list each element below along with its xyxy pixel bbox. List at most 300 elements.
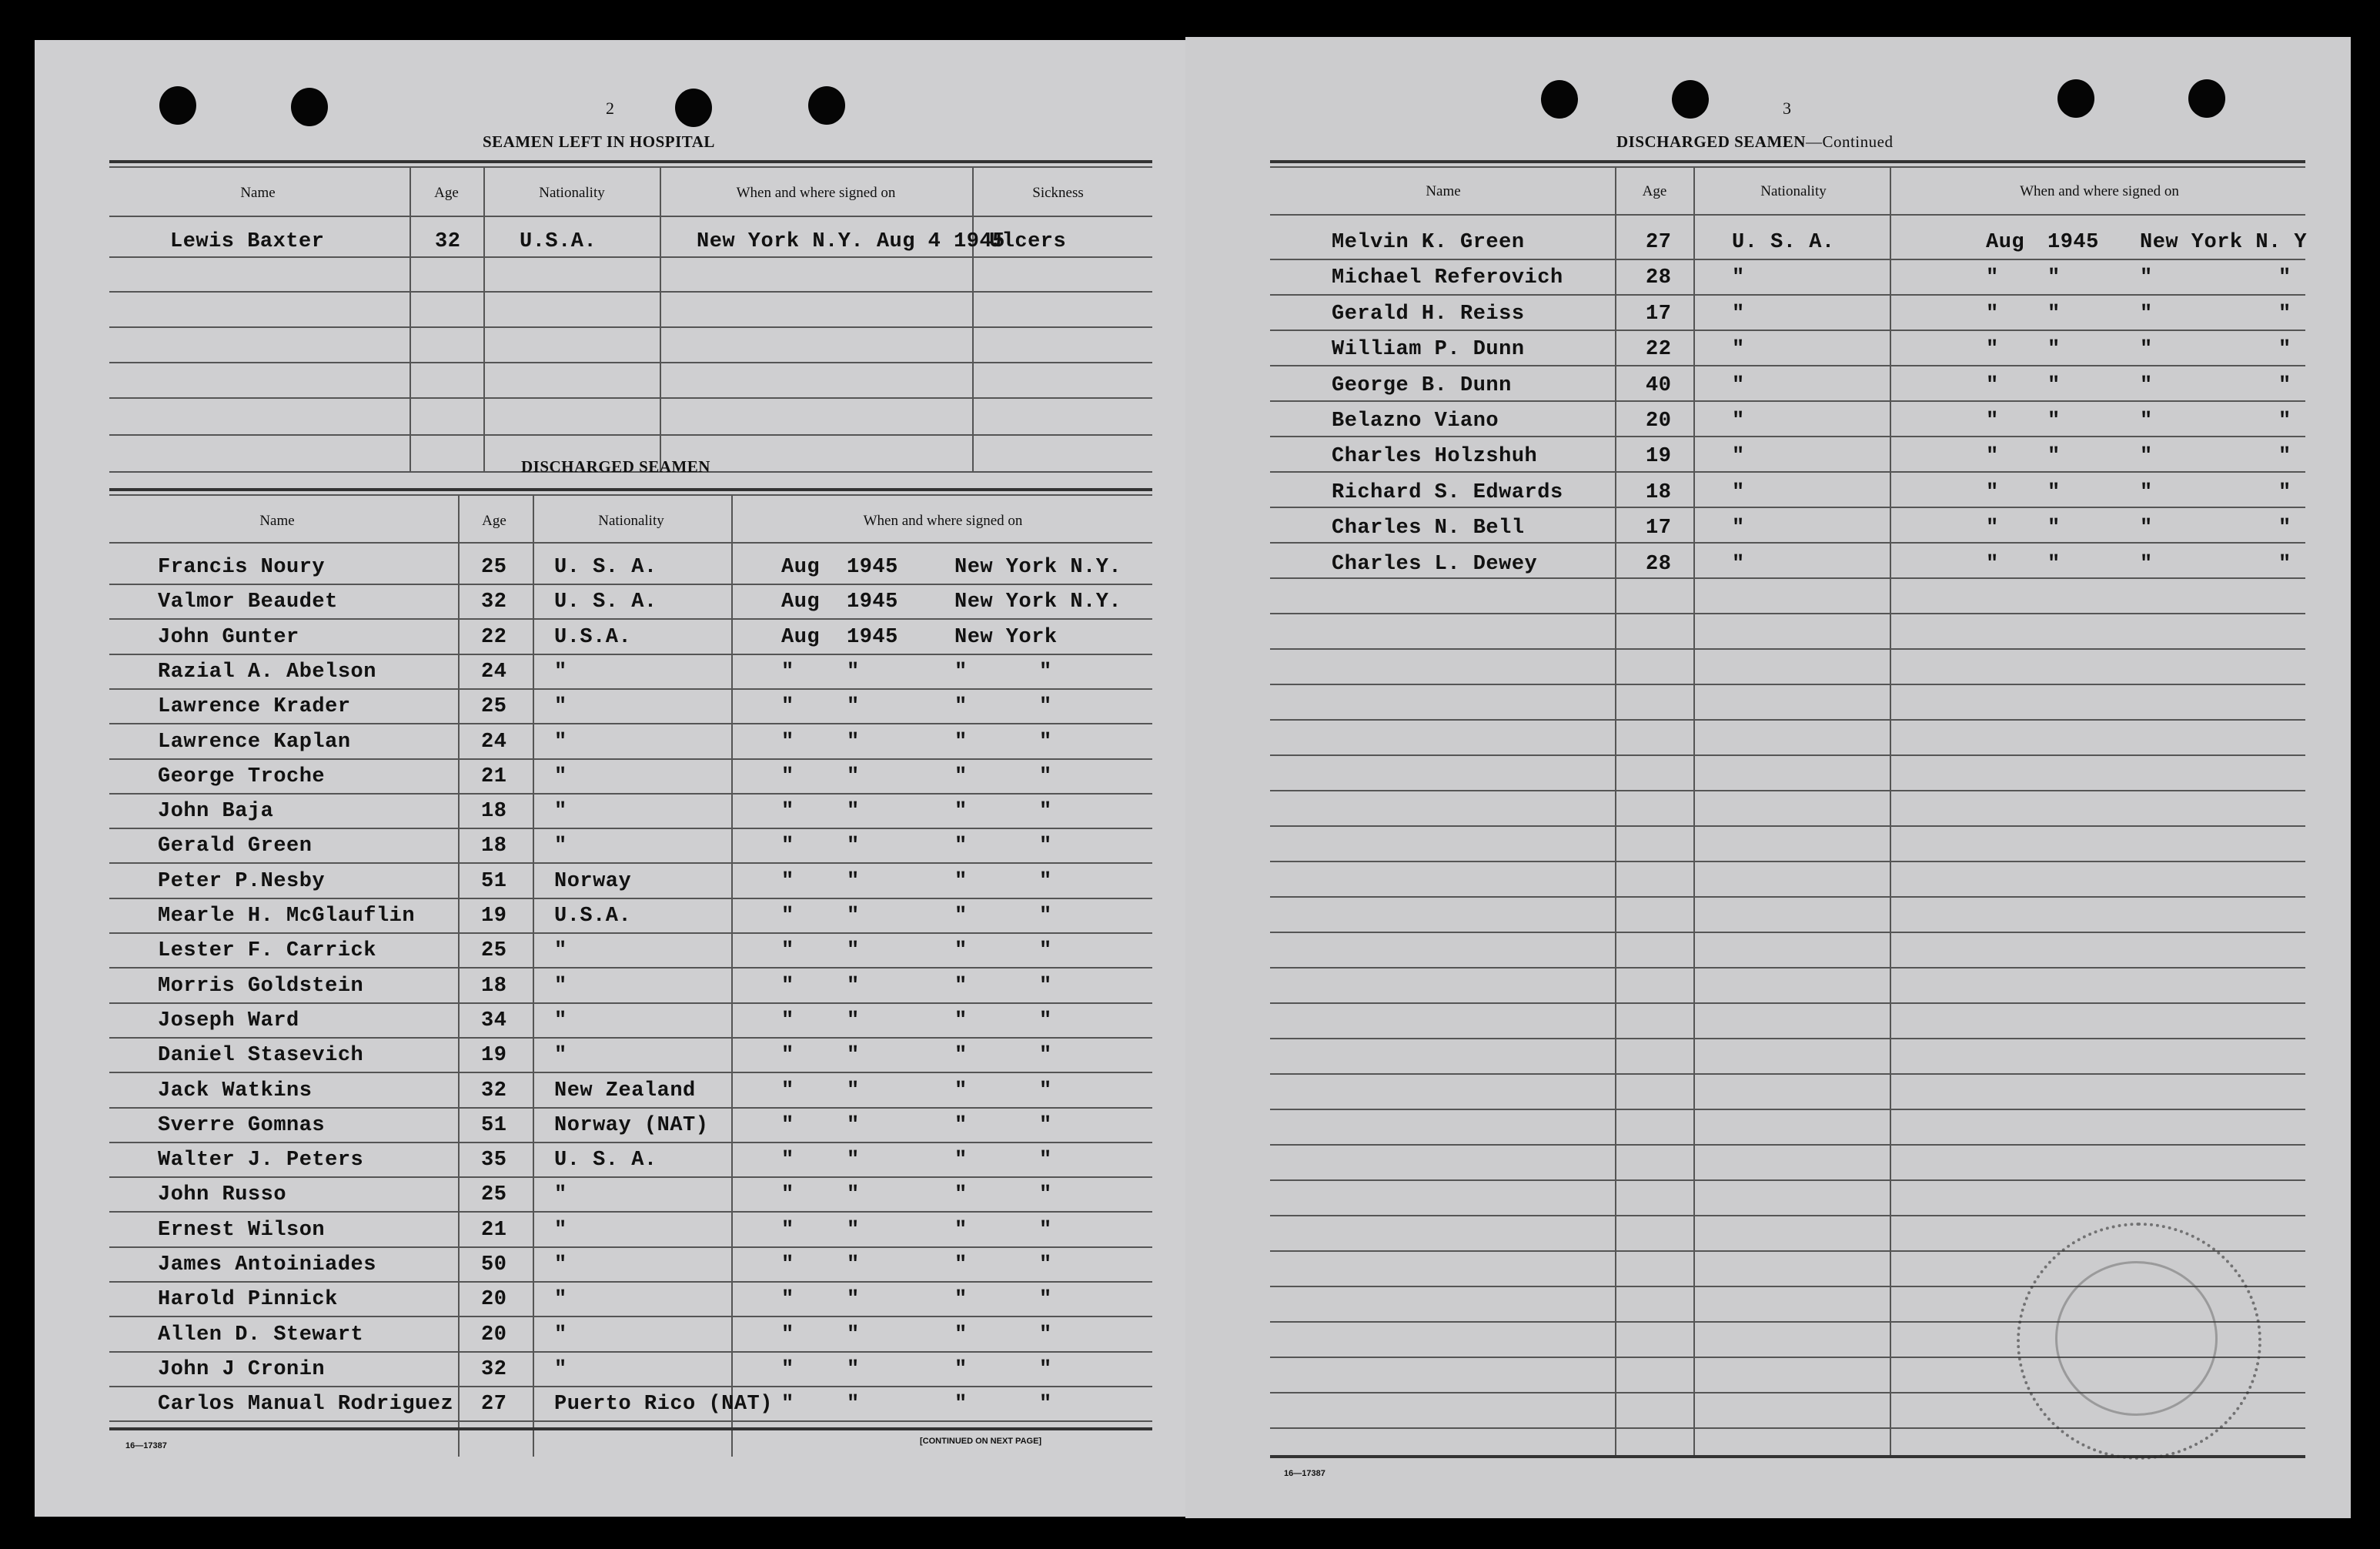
discharged-age: 20 (481, 1288, 507, 1311)
right-page (1185, 37, 2351, 1518)
signed-on-year: " (847, 1114, 860, 1137)
discharged-nationality: " (1732, 481, 1745, 504)
signed-on-ditto: " (1039, 1183, 1052, 1206)
row-rule (109, 1386, 1152, 1387)
signed-on-month: " (781, 1358, 794, 1381)
row-rule (1270, 330, 2305, 331)
signed-on-year: " (847, 1393, 860, 1416)
signed-on-ditto: " (2278, 445, 2291, 468)
signed-on-year: " (2047, 517, 2061, 540)
row-rule (109, 758, 1152, 760)
discharged-nationality: U. S. A. (554, 1149, 657, 1172)
signed-on-month: Aug (1986, 231, 2025, 254)
discharged-age: 24 (481, 661, 507, 684)
signed-on-month: " (1986, 517, 1999, 540)
signed-on-place: " (954, 731, 968, 754)
page-number: 2 (606, 99, 614, 118)
discharged-nationality: " (1732, 266, 1745, 289)
discharged-age: 32 (481, 590, 507, 614)
signed-on-year: " (847, 1219, 860, 1242)
discharged-name: Walter J. Peters (158, 1149, 364, 1172)
signed-on-month: " (1986, 445, 1999, 468)
signed-on-month: " (781, 1044, 794, 1067)
discharged-name: Charles L. Dewey (1332, 553, 1538, 576)
discharged-nationality: " (554, 939, 567, 962)
signed-on-ditto: " (2278, 374, 2291, 397)
section-title-suffix: —Continued (1805, 132, 1894, 151)
discharged-age: 20 (481, 1323, 507, 1347)
discharged-name: George B. Dunn (1332, 374, 1512, 397)
discharged-age: 32 (481, 1079, 507, 1102)
discharged-age: 51 (481, 870, 507, 893)
hospital-row-signed-on: New York N.Y. Aug 4 1945 (697, 230, 1005, 253)
col-age: Age (1642, 183, 1667, 199)
signed-on-year: " (2047, 303, 2061, 326)
discharged-nationality: U. S. A. (554, 590, 657, 614)
signed-on-place: " (954, 661, 968, 684)
signed-on-year: " (847, 661, 860, 684)
discharged-name: William P. Dunn (1332, 338, 1525, 361)
left-page (35, 40, 1185, 1517)
discharged-nationality: " (554, 695, 567, 718)
row-rule (1270, 1144, 2305, 1146)
signed-on-place: " (954, 1114, 968, 1137)
signed-on-year: 1945 (847, 626, 898, 649)
discharged-age: 24 (481, 731, 507, 754)
row-rule (1270, 577, 2305, 579)
signed-on-ditto: " (1039, 1219, 1052, 1242)
binder-hole (675, 89, 712, 127)
signed-on-month: Aug (781, 556, 821, 579)
signed-on-place: " (954, 1009, 968, 1032)
signed-on-place: " (954, 765, 968, 788)
discharged-age: 28 (1646, 553, 1672, 576)
signed-on-month: " (1986, 338, 1999, 361)
signed-on-ditto: " (1039, 870, 1052, 893)
signed-on-place: " (2140, 553, 2153, 576)
hospital-row-sickness: Ulcers (989, 230, 1067, 253)
signed-on-month: Aug (781, 590, 821, 614)
signed-on-place: " (954, 1358, 968, 1381)
binder-hole (2057, 79, 2094, 118)
col-sickness: Sickness (1032, 185, 1084, 201)
signed-on-year: " (847, 1183, 860, 1206)
signed-on-month: Aug (781, 626, 821, 649)
discharged-name: Valmor Beaudet (158, 590, 338, 614)
col-name: Name (240, 185, 276, 201)
row-rule (109, 584, 1152, 585)
signed-on-ditto: " (2278, 517, 2291, 540)
discharged-name: Allen D. Stewart (158, 1323, 364, 1347)
signed-on-place: " (954, 905, 968, 928)
col-age: Age (434, 185, 459, 201)
discharged-nationality: U.S.A. (554, 626, 632, 649)
signed-on-ditto: " (1039, 800, 1052, 823)
row-rule (1270, 1073, 2305, 1075)
discharged-nationality: " (554, 1358, 567, 1381)
signed-on-year: " (2047, 481, 2061, 504)
signed-on-ditto: " (1039, 695, 1052, 718)
discharged-nationality: " (554, 661, 567, 684)
discharged-name: Gerald H. Reiss (1332, 303, 1525, 326)
discharged-nationality: Norway (NAT) (554, 1114, 709, 1137)
signed-on-month: " (781, 1393, 794, 1416)
discharged-name: Lester F. Carrick (158, 939, 376, 962)
discharged-age: 28 (1646, 266, 1672, 289)
signed-on-month: " (781, 1253, 794, 1276)
row-rule (1270, 259, 2305, 260)
signed-on-year: " (847, 731, 860, 754)
discharged-age: 25 (481, 1183, 507, 1206)
signed-on-place: " (954, 975, 968, 998)
discharged-nationality: " (554, 765, 567, 788)
signed-on-month: " (781, 1219, 794, 1242)
row-rule (109, 1420, 1152, 1422)
row-rule (109, 1142, 1152, 1143)
discharged-nationality: " (554, 1323, 567, 1347)
discharged-nationality: " (1732, 374, 1745, 397)
signed-on-month: " (1986, 410, 1999, 433)
signed-on-month: " (781, 1079, 794, 1102)
binder-hole (291, 88, 328, 126)
signed-on-place: " (954, 835, 968, 858)
signed-on-ditto: " (1039, 975, 1052, 998)
discharged-age: 25 (481, 939, 507, 962)
signed-on-ditto: " (2278, 266, 2291, 289)
signed-on-place: " (954, 800, 968, 823)
signed-on-year: " (847, 800, 860, 823)
signed-on-year: " (847, 835, 860, 858)
signed-on-year: " (2047, 374, 2061, 397)
discharged-nationality: " (554, 800, 567, 823)
discharged-age: 18 (481, 835, 507, 858)
binder-hole (1672, 80, 1709, 119)
signed-on-month: " (781, 1323, 794, 1347)
signed-on-year: " (847, 1288, 860, 1311)
discharged-age: 19 (481, 1044, 507, 1067)
signed-on-ditto: " (1039, 1114, 1052, 1137)
signed-on-place: " (2140, 517, 2153, 540)
row-rule (109, 1351, 1152, 1353)
row-rule (1270, 542, 2305, 544)
signed-on-year: " (847, 1009, 860, 1032)
discharged-nationality: " (554, 975, 567, 998)
row-rule (1270, 1002, 2305, 1004)
signed-on-ditto: " (1039, 1393, 1052, 1416)
signed-on-ditto: " (1039, 731, 1052, 754)
row-rule (109, 793, 1152, 795)
signed-on-place: " (2140, 338, 2153, 361)
discharged-nationality: " (554, 1219, 567, 1242)
signed-on-year: " (2047, 445, 2061, 468)
section-title (1616, 132, 1893, 152)
signed-on-month: " (781, 800, 794, 823)
signed-on-month: " (781, 905, 794, 928)
form-number: 16—17387 (125, 1441, 167, 1450)
discharged-name: Francis Noury (158, 556, 326, 579)
discharged-age: 27 (481, 1393, 507, 1416)
signed-on-month: " (781, 765, 794, 788)
page-number: 3 (1783, 99, 1791, 118)
discharged-age: 18 (481, 800, 507, 823)
signed-on-year: " (847, 975, 860, 998)
row-rule (109, 723, 1152, 724)
row-rule (1270, 365, 2305, 366)
signed-on-year: 1945 (847, 590, 898, 614)
row-rule (1270, 400, 2305, 402)
discharged-nationality: " (554, 1183, 567, 1206)
discharged-name: John Russo (158, 1183, 287, 1206)
signed-on-month: " (1986, 481, 1999, 504)
signed-on-place: " (2140, 266, 2153, 289)
row-rule (1270, 1215, 2305, 1216)
discharged-nationality: U. S. A. (554, 556, 657, 579)
discharged-age: 18 (1646, 481, 1672, 504)
discharged-name: John Gunter (158, 626, 299, 649)
signed-on-ditto: " (1039, 939, 1052, 962)
signed-on-place: " (2140, 445, 2153, 468)
row-rule (1270, 1038, 2305, 1039)
row-rule (1270, 436, 2305, 437)
discharged-name: Jack Watkins (158, 1079, 313, 1102)
discharged-age: 20 (1646, 410, 1672, 433)
signed-on-ditto: " (1039, 765, 1052, 788)
discharged-name: James Antoiniades (158, 1253, 376, 1276)
col-name: Name (1426, 183, 1461, 199)
discharged-name: Daniel Stasevich (158, 1044, 364, 1067)
discharged-name: Joseph Ward (158, 1009, 299, 1032)
discharged-name: Lawrence Krader (158, 695, 351, 718)
discharged-nationality: " (554, 731, 567, 754)
row-rule (1270, 825, 2305, 827)
hospital-row-nationality: U.S.A. (520, 230, 597, 253)
discharged-age: 25 (481, 556, 507, 579)
discharged-nationality: " (554, 1009, 567, 1032)
binder-hole (159, 86, 196, 125)
discharged-name: Belazno Viano (1332, 410, 1499, 433)
signed-on-place: " (954, 1288, 968, 1311)
row-rule (109, 1107, 1152, 1109)
discharged-nationality: " (1732, 517, 1745, 540)
row-rule (109, 1176, 1152, 1178)
discharged-nationality: " (1732, 445, 1745, 468)
discharged-name: Lawrence Kaplan (158, 731, 351, 754)
col-signed-on: When and where signed on (863, 513, 1023, 529)
signed-on-month: " (781, 1149, 794, 1172)
signed-on-place: " (954, 1044, 968, 1067)
col-signed-on: When and where signed on (736, 185, 896, 201)
signed-on-place: " (954, 1393, 968, 1416)
discharged-age: 18 (481, 975, 507, 998)
hospital-row-name: Lewis Baxter (170, 230, 325, 253)
col-signed-on: When and where signed on (2020, 183, 2179, 199)
row-rule (1270, 294, 2305, 296)
signed-on-place: " (954, 1079, 968, 1102)
signed-on-year: " (847, 939, 860, 962)
signed-on-ditto: " (2278, 338, 2291, 361)
continued-note: [CONTINUED ON NEXT PAGE] (920, 1437, 1042, 1446)
row-rule (109, 1281, 1152, 1283)
signed-on-ditto: " (1039, 1288, 1052, 1311)
signed-on-ditto: " (1039, 1044, 1052, 1067)
row-rule (109, 967, 1152, 969)
signed-on-place: New York N.Y. (954, 556, 1122, 579)
discharged-age: 34 (481, 1009, 507, 1032)
signed-on-month: " (781, 975, 794, 998)
signed-on-year: " (847, 1044, 860, 1067)
signed-on-month: " (1986, 303, 1999, 326)
row-rule (109, 932, 1152, 934)
signed-on-year: " (847, 1149, 860, 1172)
signed-on-year: " (847, 1079, 860, 1102)
signed-on-ditto: " (1039, 1323, 1052, 1347)
signed-on-place: " (954, 1149, 968, 1172)
row-rule (109, 1072, 1152, 1073)
row-rule (1270, 507, 2305, 508)
discharged-nationality: Norway (554, 870, 632, 893)
signed-on-month: " (781, 835, 794, 858)
discharged-age: 50 (481, 1253, 507, 1276)
row-rule (109, 654, 1152, 655)
signed-on-place: New York (954, 626, 1058, 649)
signed-on-place: New York N.Y. (954, 590, 1122, 614)
col-name: Name (259, 513, 295, 529)
row-rule (109, 1316, 1152, 1317)
signed-on-ditto: " (2278, 303, 2291, 326)
discharged-age: 17 (1646, 303, 1672, 326)
col-age: Age (482, 513, 506, 529)
discharged-nationality: " (1732, 410, 1745, 433)
signed-on-ditto: " (1039, 1358, 1052, 1381)
discharged-name: Peter P.Nesby (158, 870, 326, 893)
signed-on-place: " (2140, 374, 2153, 397)
discharged-name: Sverre Gomnas (158, 1114, 326, 1137)
signed-on-year: " (847, 870, 860, 893)
row-rule (1270, 932, 2305, 933)
discharged-age: 19 (481, 905, 507, 928)
col-nationality: Nationality (598, 513, 664, 529)
signed-on-place: " (954, 1219, 968, 1242)
signed-on-ditto: " (1039, 835, 1052, 858)
hospital-row-age: 32 (435, 230, 461, 253)
signed-on-ditto: " (1039, 1253, 1052, 1276)
discharged-name: George Troche (158, 765, 326, 788)
row-rule (109, 1002, 1152, 1004)
row-rule (109, 618, 1152, 620)
row-rule (109, 688, 1152, 690)
col-nationality: Nationality (1760, 183, 1827, 199)
row-rule (109, 1037, 1152, 1039)
discharged-age: 22 (1646, 338, 1672, 361)
signed-on-month: " (781, 661, 794, 684)
row-rule (1270, 754, 2305, 756)
row-rule (1270, 861, 2305, 862)
discharged-name: Mearle H. McGlauflin (158, 905, 416, 928)
signed-on-year: 1945 (2047, 231, 2099, 254)
discharged-age: 51 (481, 1114, 507, 1137)
signed-on-ditto: " (2278, 553, 2291, 576)
signed-on-year: 1945 (847, 556, 898, 579)
discharged-nationality: " (554, 1288, 567, 1311)
signed-on-month: " (1986, 374, 1999, 397)
signed-on-month: " (781, 1114, 794, 1137)
binder-hole (808, 86, 845, 125)
hospital-section-title: SEAMEN LEFT IN HOSPITAL (483, 132, 715, 151)
signed-on-month: " (781, 939, 794, 962)
signed-on-ditto: " (2278, 410, 2291, 433)
signed-on-place: " (954, 695, 968, 718)
signed-on-place: " (954, 1183, 968, 1206)
discharged-nationality: U. S. A. (1732, 231, 1835, 254)
discharged-age: 21 (481, 765, 507, 788)
discharged-age: 35 (481, 1149, 507, 1172)
row-rule (1270, 896, 2305, 898)
discharged-age: 27 (1646, 231, 1672, 254)
section-title-main: DISCHARGED SEAMEN (1616, 132, 1806, 151)
signed-on-month: " (781, 1009, 794, 1032)
row-rule (109, 1246, 1152, 1248)
signed-on-month: " (781, 695, 794, 718)
signed-on-ditto: " (1039, 1009, 1052, 1032)
row-rule (1270, 648, 2305, 650)
row-rule (1270, 471, 2305, 473)
discharged-nationality: New Zealand (554, 1079, 696, 1102)
row-rule (109, 898, 1152, 899)
discharged-nationality: " (554, 1253, 567, 1276)
signed-on-place: " (954, 870, 968, 893)
signed-on-month: " (781, 1183, 794, 1206)
discharged-age: 21 (481, 1219, 507, 1242)
signed-on-month: " (781, 1288, 794, 1311)
row-rule (1270, 790, 2305, 791)
discharged-age: 25 (481, 695, 507, 718)
col-nationality: Nationality (539, 185, 605, 201)
signed-on-place: New York N. Y (2140, 231, 2308, 254)
discharged-nationality: " (554, 1044, 567, 1067)
discharged-name: Gerald Green (158, 835, 313, 858)
discharged-nationality: Puerto Rico (NAT) (554, 1393, 773, 1416)
discharged-age: 19 (1646, 445, 1672, 468)
signed-on-place: " (954, 1253, 968, 1276)
row-rule (1270, 967, 2305, 969)
row-rule (1270, 684, 2305, 685)
binder-hole (2188, 79, 2225, 118)
discharged-nationality: " (1732, 303, 1745, 326)
discharged-name: Harold Pinnick (158, 1288, 338, 1311)
signed-on-place: " (2140, 481, 2153, 504)
signed-on-month: " (1986, 553, 1999, 576)
discharged-name: Charles Holzshuh (1332, 445, 1538, 468)
discharged-name: Razial A. Abelson (158, 661, 376, 684)
signed-on-month: " (1986, 266, 1999, 289)
discharged-name: Michael Referovich (1332, 266, 1563, 289)
discharged-name: Ernest Wilson (158, 1219, 326, 1242)
discharged-name: Melvin K. Green (1332, 231, 1525, 254)
discharged-age: 40 (1646, 374, 1672, 397)
signed-on-year: " (847, 1323, 860, 1347)
discharged-name: John Baja (158, 800, 274, 823)
signed-on-month: " (781, 731, 794, 754)
signed-on-year: " (847, 765, 860, 788)
signed-on-year: " (847, 695, 860, 718)
signed-on-ditto: " (1039, 661, 1052, 684)
discharged-name: Richard S. Edwards (1332, 481, 1563, 504)
form-number: 16—17387 (1284, 1469, 1325, 1478)
discharged-name: John J Cronin (158, 1358, 326, 1381)
discharged-name: Charles N. Bell (1332, 517, 1525, 540)
row-rule (1270, 1109, 2305, 1110)
discharged-nationality: " (554, 835, 567, 858)
